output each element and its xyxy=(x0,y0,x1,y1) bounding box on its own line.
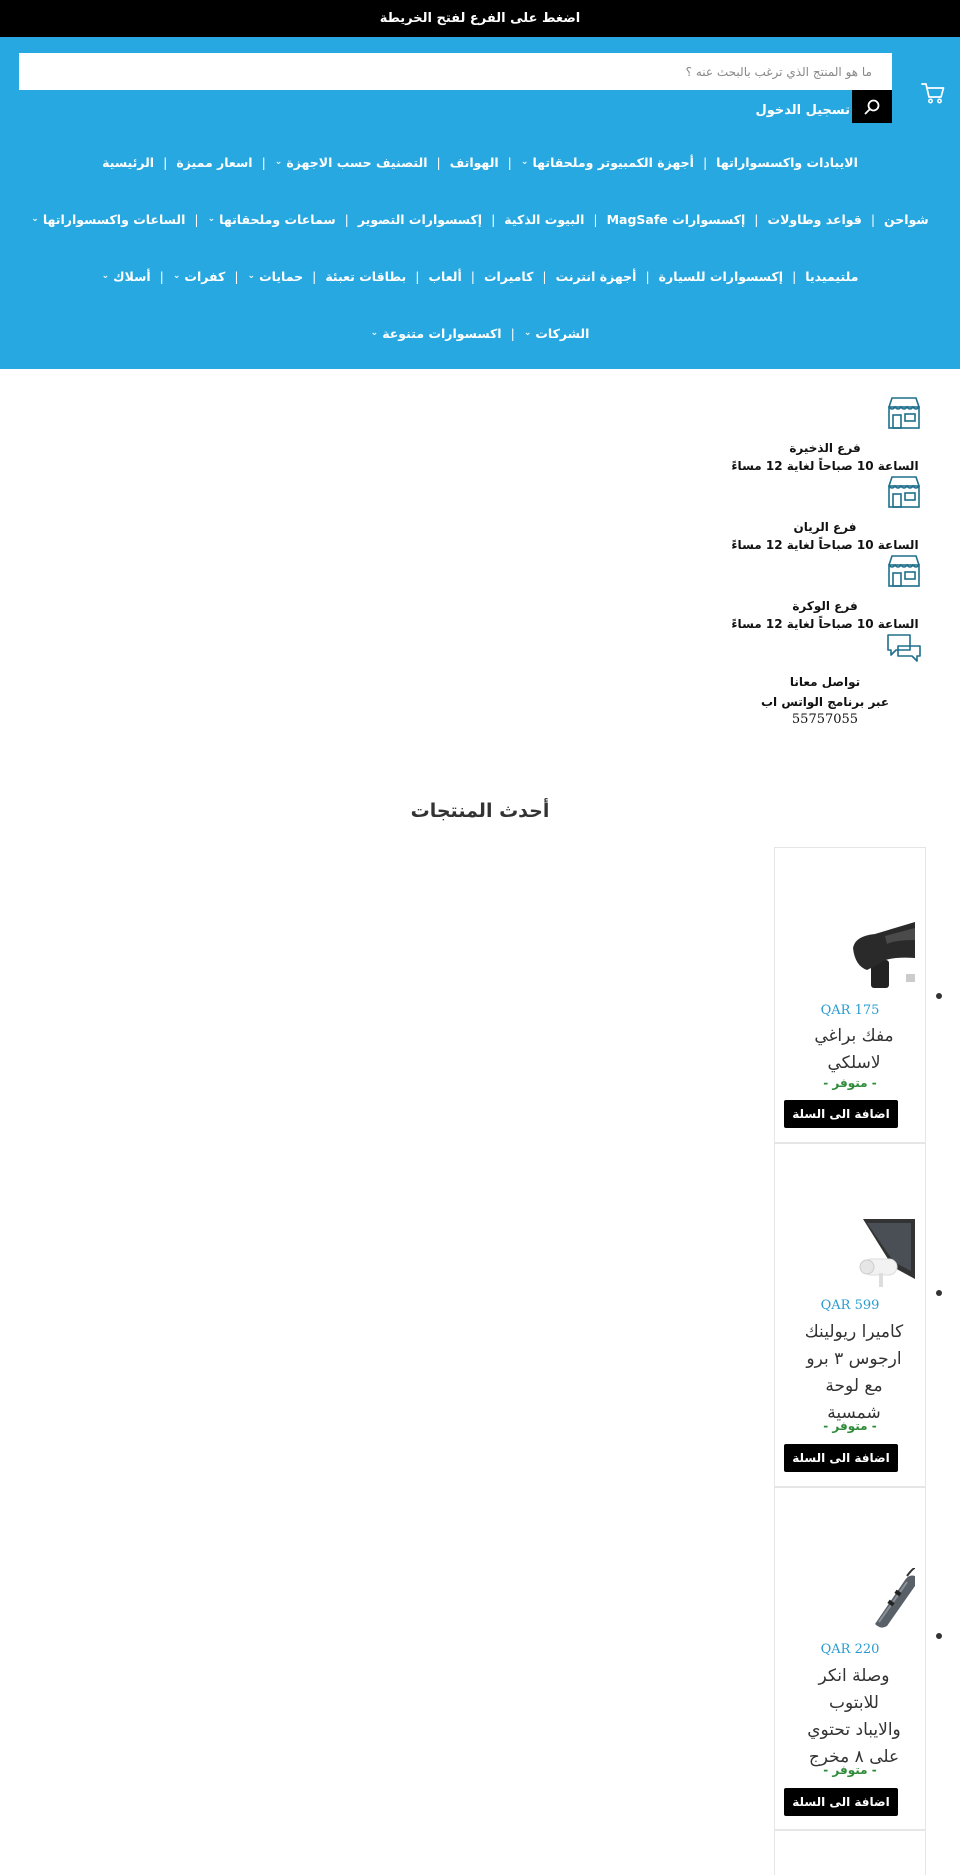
nav-item[interactable] xyxy=(607,212,746,227)
nav-item-label: اسعار مميزة xyxy=(176,154,253,170)
product-title-line: كاميرا ريولينك xyxy=(804,1322,904,1342)
product-image[interactable] xyxy=(775,918,915,988)
nav-separator: | xyxy=(261,154,266,170)
nav-item-label: أجهزة انترنت xyxy=(555,268,637,284)
stock-status: - متوفر - xyxy=(823,1763,877,1777)
latest-products-title: أحدث المنتجات xyxy=(410,800,550,822)
chevron-down-icon: ⌄ xyxy=(101,271,110,281)
nav-item-label: البيوت الذكية xyxy=(504,211,585,227)
nav-item-label: الرئيسية xyxy=(102,154,155,170)
nav-separator: | xyxy=(510,325,515,341)
nav-item[interactable] xyxy=(176,155,252,170)
nav-separator: | xyxy=(312,268,317,284)
search-input[interactable] xyxy=(19,53,892,90)
branch-hours: الساعة 10 صباحاً لغاية 12 مساءً xyxy=(731,538,919,552)
nav-item[interactable] xyxy=(173,269,225,284)
contact-title: تواصل معانا xyxy=(789,675,861,689)
nav-item[interactable] xyxy=(371,326,502,341)
nav-separator: | xyxy=(542,268,547,284)
cart-icon xyxy=(920,81,946,105)
announcement-bar[interactable] xyxy=(0,0,960,37)
product-title-line: ارجوس ٣ برو xyxy=(806,1349,902,1369)
nav-separator: | xyxy=(159,268,164,284)
product-title-line: للابتوب xyxy=(829,1693,879,1713)
nav-item[interactable] xyxy=(450,155,499,170)
chevron-down-icon: ⌄ xyxy=(520,157,529,167)
nav-item[interactable] xyxy=(484,269,533,284)
nav-item[interactable] xyxy=(358,212,482,227)
branch-name: فرع الذخيرة xyxy=(789,441,861,455)
nav-item[interactable] xyxy=(102,155,154,170)
nav-separator: | xyxy=(163,154,168,170)
nav-item-label: التصنيف حسب الاجهزة xyxy=(286,154,428,170)
nav-item-label: الساعات واكسسواراتها xyxy=(42,211,186,227)
nav-separator: | xyxy=(754,211,759,227)
nav-item[interactable] xyxy=(275,155,428,170)
nav-separator: | xyxy=(491,211,496,227)
product-title-line: مع لوحة xyxy=(825,1376,883,1396)
chat-bubbles-icon xyxy=(886,632,922,668)
nav-item-label: كاميرات xyxy=(483,268,534,284)
product-title[interactable] xyxy=(779,1319,929,1427)
product-title-line: مفك براغي xyxy=(814,1026,894,1046)
login-link[interactable]: تسجيل الدخول xyxy=(755,103,850,118)
chevron-down-icon: ⌄ xyxy=(274,157,283,167)
product-card-screwdriver[interactable] xyxy=(774,847,926,1143)
chevron-down-icon: ⌄ xyxy=(523,328,532,338)
stock-status: - متوفر - xyxy=(823,1419,877,1433)
product-card-partial[interactable] xyxy=(774,1830,926,1875)
product-title-line: لاسلكي xyxy=(827,1053,881,1073)
list-bullet xyxy=(936,993,942,999)
chevron-down-icon: ⌄ xyxy=(247,271,256,281)
add-to-cart-button[interactable]: اضافة الى السلة xyxy=(784,1788,898,1816)
search-button[interactable] xyxy=(852,90,892,123)
nav-item-label: إكسسوارات للسيارة xyxy=(658,268,784,284)
nav-item[interactable] xyxy=(524,326,590,341)
contact-subtitle: عبر برنامج الواتس اب xyxy=(760,695,890,709)
nav-item-label: قواعد وطاولات xyxy=(767,211,862,227)
nav-item-label: الايبادات واكسسواراتها xyxy=(716,154,858,170)
nav-separator: | xyxy=(344,211,349,227)
nav-separator: | xyxy=(792,268,797,284)
nav-item-label: إكسسوارات التصوير xyxy=(357,211,483,227)
store-icon xyxy=(886,553,922,589)
nav-item[interactable] xyxy=(884,212,929,227)
nav-item-label: إكسسوارات MagSafe xyxy=(606,211,746,227)
product-card-camera[interactable] xyxy=(774,1143,926,1487)
site-header xyxy=(0,37,960,369)
add-to-cart-button[interactable]: اضافة الى السلة xyxy=(784,1100,898,1128)
search-icon xyxy=(864,99,880,115)
contact-phone: 55757055 xyxy=(791,712,859,727)
branch-hours: الساعة 10 صباحاً لغاية 12 مساءً xyxy=(731,459,919,473)
nav-item-label: سماعات وملحقاتها xyxy=(219,211,336,227)
product-image[interactable] xyxy=(775,1219,915,1289)
main-nav-row-2 xyxy=(0,207,960,231)
chevron-down-icon: ⌄ xyxy=(207,214,216,224)
nav-item[interactable] xyxy=(805,269,858,284)
nav-item[interactable] xyxy=(768,212,862,227)
nav-item[interactable] xyxy=(31,212,185,227)
contact-whatsapp[interactable] xyxy=(720,632,940,732)
nav-separator: | xyxy=(645,268,650,284)
cart-button[interactable] xyxy=(918,81,946,107)
nav-item[interactable] xyxy=(208,212,336,227)
nav-item-label: أسلاك xyxy=(113,268,151,284)
announcement-text: اضغط على الفرع لفتح الخريطة xyxy=(379,11,581,26)
nav-item[interactable] xyxy=(716,155,858,170)
nav-separator: | xyxy=(870,211,876,227)
nav-item[interactable] xyxy=(659,269,783,284)
product-title-line: على ٨ مخرج xyxy=(808,1747,900,1767)
product-title-line: شمسية xyxy=(827,1403,881,1423)
nav-separator: | xyxy=(702,154,708,170)
nav-item[interactable] xyxy=(556,269,637,284)
product-title-line: وصلة انكر xyxy=(818,1666,890,1686)
branch-name: فرع الوكرة xyxy=(792,599,858,613)
nav-item-label: ألعاب xyxy=(428,268,462,284)
product-title[interactable] xyxy=(779,1663,929,1771)
nav-separator: | xyxy=(436,154,441,170)
store-icon xyxy=(886,395,922,431)
chevron-down-icon: ⌄ xyxy=(370,328,379,338)
stock-status: - متوفر - xyxy=(823,1076,877,1090)
nav-item-label: الشركات xyxy=(535,325,590,341)
nav-item-label: شواحن xyxy=(884,211,929,227)
nav-item-label: حمايات xyxy=(259,268,304,284)
nav-item[interactable] xyxy=(504,212,584,227)
nav-separator: | xyxy=(415,268,420,284)
list-bullet xyxy=(936,1290,942,1296)
branch-rayyan[interactable] xyxy=(720,474,940,554)
branch-wakra[interactable] xyxy=(720,553,940,633)
nav-item[interactable] xyxy=(428,269,461,284)
chevron-down-icon: ⌄ xyxy=(31,214,39,224)
product-price: QAR 220 xyxy=(820,1642,880,1657)
list-bullet xyxy=(936,1633,942,1639)
nav-separator: | xyxy=(234,268,239,284)
nav-item-label: الهواتف xyxy=(449,154,499,170)
store-icon xyxy=(886,474,922,510)
nav-separator: | xyxy=(470,268,475,284)
nav-separator: | xyxy=(593,211,598,227)
main-nav-row-1 xyxy=(0,150,960,174)
nav-item[interactable] xyxy=(248,269,304,284)
branch-hours: الساعة 10 صباحاً لغاية 12 مساءً xyxy=(731,617,919,631)
product-title-line: والايباد تحتوي xyxy=(807,1720,901,1740)
product-image[interactable] xyxy=(775,1568,915,1628)
branch-dhakhira[interactable] xyxy=(720,395,940,475)
nav-separator: | xyxy=(194,211,199,227)
nav-item-label: كفرات xyxy=(184,268,226,284)
add-to-cart-button[interactable]: اضافة الى السلة xyxy=(784,1444,898,1472)
product-price: QAR 175 xyxy=(820,1003,880,1018)
nav-item[interactable] xyxy=(521,155,694,170)
chevron-down-icon: ⌄ xyxy=(172,271,181,281)
nav-item[interactable] xyxy=(102,269,151,284)
nav-item-label: أجهزة الكمبيوتر وملحقاتها xyxy=(532,154,694,170)
product-title[interactable] xyxy=(779,1023,929,1077)
branch-name: فرع الريان xyxy=(793,520,857,534)
product-price: QAR 599 xyxy=(820,1298,880,1313)
product-card-anker-hub[interactable] xyxy=(774,1487,926,1830)
nav-item-label: اكسسوارات متنوعة xyxy=(382,325,502,341)
nav-item-label: ملتيميديا xyxy=(805,268,859,284)
main-nav-row-3 xyxy=(0,264,960,288)
nav-separator: | xyxy=(507,154,512,170)
nav-item[interactable] xyxy=(325,269,406,284)
nav-item-label: بطاقات تعبئة xyxy=(325,268,407,284)
main-nav-row-4 xyxy=(0,321,960,345)
